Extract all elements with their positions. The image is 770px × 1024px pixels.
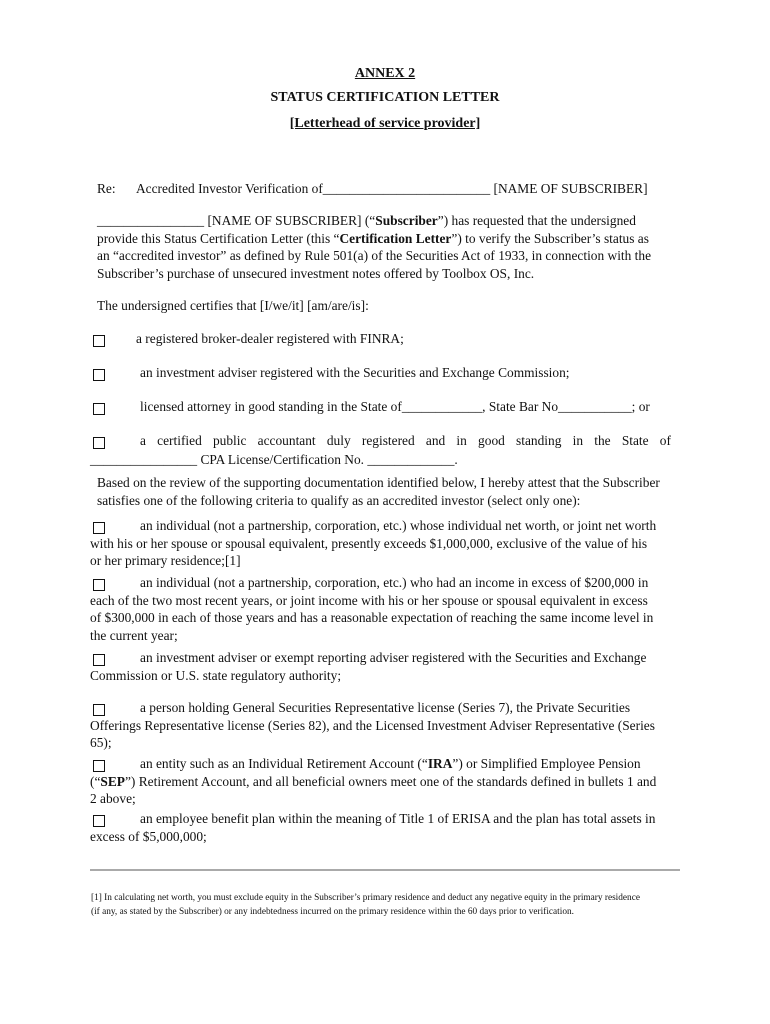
footnote-line1: [1] In calculating net worth, you must exclude equity in the Subscriber’s primary residence and deduct any negative equity in the primary residence	[91, 893, 640, 903]
review-paragraph: Based on the review of the supporting documentation identified below, I hereby attest that the Subscriber satisfies one of the following criteria to qualify as an accredited investor (select only one):	[97, 475, 660, 508]
state-blank[interactable]: ____________	[401, 399, 483, 414]
option-cpa-line1: a certified public accountant duly registered and in good standing in the State of	[140, 433, 671, 448]
annex-heading: ANNEX 2	[354, 66, 416, 81]
certifies-statement: The undersigned certifies that [I/we/it] [am/are/is]:	[97, 298, 369, 313]
criterion-license-holder: a person holding General Securities Representative license (Series 7), the Private Securities Offerings Representative license (Series 82), and the Licensed Investment Adviser Representative (Series 65);	[90, 700, 655, 751]
criterion-ira-sep: an entity such as an Individual Retirement Account (“IRA”) or Simplified Employee Pension (“SEP”) Retirement Account, and all beneficial owners meet one of the standards defined in bullets 1 and 2 above;	[90, 756, 657, 807]
criterion-exempt-adviser: an investment adviser or exempt reporting adviser registered with the Securities and Exchange Commission or U.S. state regulatory authority;	[90, 650, 647, 683]
checkbox-icon	[93, 437, 105, 449]
checkbox-icon	[93, 369, 105, 381]
criterion-erisa-plan: an employee benefit plan within the meaning of Title 1 of ERISA and the plan has total assets in excess of $5,000,000;	[90, 811, 656, 844]
option-licensed-attorney: licensed attorney in good standing in the State of____________, State Bar No___________; or	[140, 399, 650, 414]
re-subject: Accredited Investor Verification of_________________________ [NAME OF SUBSCRIBER]	[136, 181, 648, 196]
option-investment-adviser-sec: an investment adviser registered with the Securities and Exchange Commission;	[140, 365, 570, 380]
checkbox-icon	[93, 335, 105, 347]
checkbox-icon	[93, 403, 105, 415]
footnote-line2: (if any, as stated by the Subscriber) or any indebtedness incurred on the primary residence within the 60 days prior to verification.	[91, 907, 574, 917]
checkbox-licensed-attorney[interactable]	[93, 401, 105, 419]
re-label: Re:	[97, 181, 116, 196]
footnote-divider	[90, 869, 680, 871]
checkbox-broker-dealer[interactable]	[93, 333, 105, 351]
option-broker-dealer: a registered broker-dealer registered with FINRA;	[136, 331, 404, 346]
criterion-income: an individual (not a partnership, corporation, etc.) who had an income in excess of $200,000 in each of the two most recent years, or joint income with his or her spouse or spousal equivalent in excess of $300,000 in each of those years and has a reasonable expectation of reaching the same income level in the current year;	[90, 575, 654, 643]
checkbox-investment-adviser-sec[interactable]	[93, 367, 105, 385]
criterion-net-worth: an individual (not a partnership, corporation, etc.) whose individual net worth, or joint net worth with his or her spouse or spousal equivalent, presently exceeds $1,000,000, exclusive of the value of his or her primary residence;[1]	[90, 518, 657, 569]
intro-paragraph: ________________ [NAME OF SUBSCRIBER] (“Subscriber”) has requested that the undersigned provide this Status Certification Letter (this “Certification Letter”) to verify the Subscriber’s status as an “accredited investor” as defined by Rule 501(a) of the Securities Act of 1933, in connection with the Subscriber’s purchase of unsecured investment notes offered by Toolbox OS, Inc.	[97, 213, 652, 281]
letterhead-placeholder: [Letterhead of service provider]	[289, 116, 481, 131]
option-cpa-line2: ________________ CPA License/Certification No. _____________.	[90, 452, 458, 467]
cpa-license-blank[interactable]: _____________	[367, 452, 455, 467]
letter-title: STATUS CERTIFICATION LETTER	[270, 90, 500, 105]
